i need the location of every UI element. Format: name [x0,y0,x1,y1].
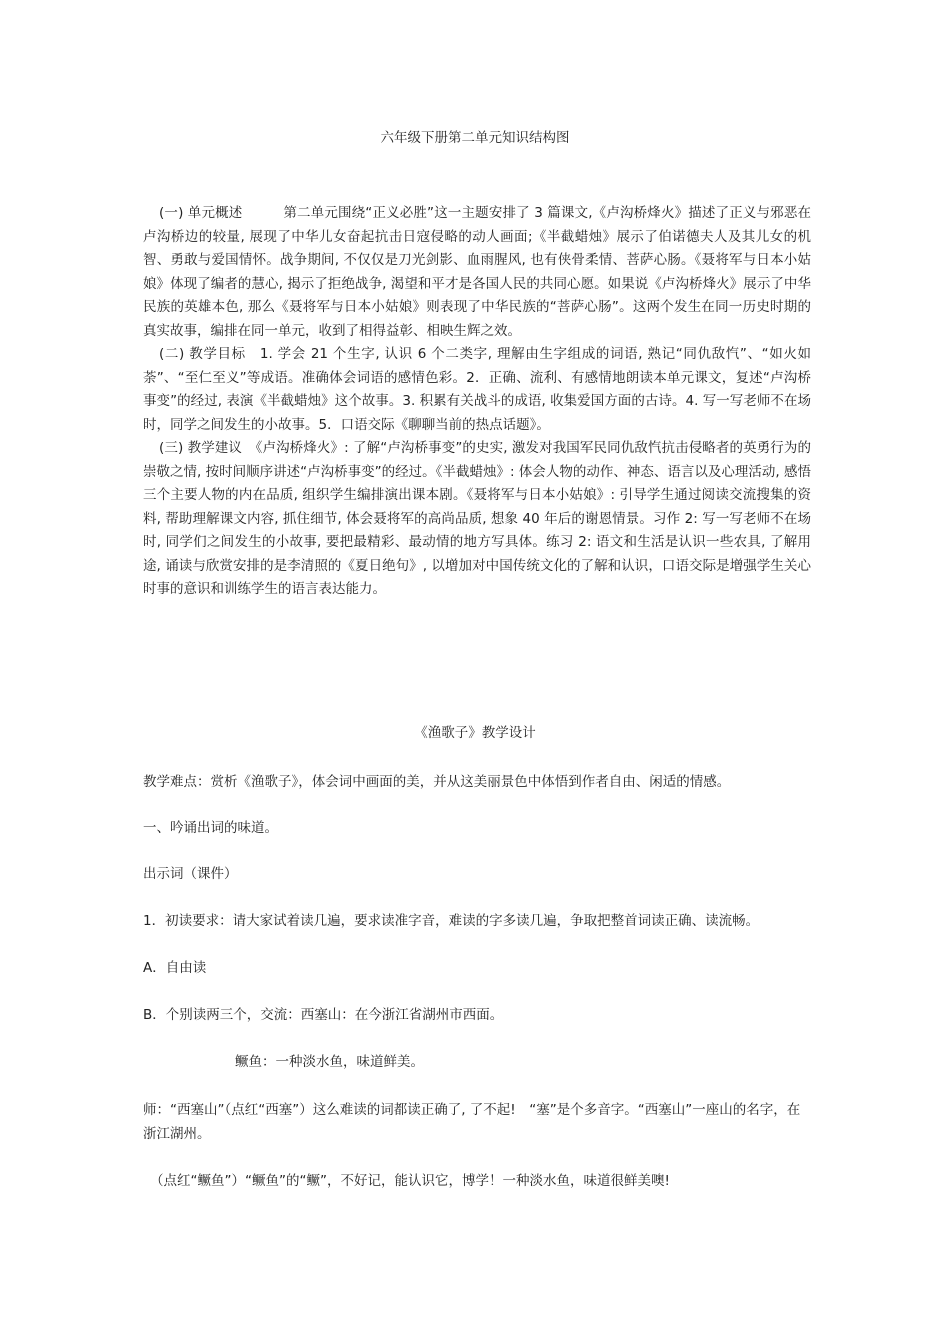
show-poem-line: 出示词（课件） [143,866,238,882]
goals-paragraph: (二) 教学目标 1. 学会 21 个生字, 认识 6 个二类字, 理解由生字组成的词语, 熟记“同仇敌忾”、“如火如荼”、“至仁至义”等成语。准确体会词语的感情色彩。2．正确、流利、有感情地朗读本单元课文，复述“卢沟桥事变”的经过, 表演《半截蜡烛》这个故事。3. 积累有关战斗的成语, 收集爱国方面的古诗。4. 写一写老师不在场时，同学之间发生的小故事。5．口语交际《聊聊当前的热点话题》。 [143,346,811,433]
reading-requirement: 1．初读要求：请大家试着读几遍，要求读准字音，难读的字多读几遍，争取把整首词读正确、读流畅。 [143,913,760,929]
lesson-title: 《渔歌子》教学设计 [414,725,536,741]
unit-title: 六年级下册第二单元知识结构图 [380,130,570,146]
step-a: A．自由读 [143,960,207,976]
gui-fish-note: 鳜鱼：一种淡水鱼，味道鲜美。 [235,1054,424,1070]
highlight-comment: （点红“鳜鱼”）“鳜鱼”的“鳜”，不好记，能认识它，博学！一种淡水鱼，味道很鲜美噢! [150,1173,670,1189]
teacher-comment: 师：“西塞山”（点红“西塞”）这么难读的词都读正确了, 了不起! “塞”是个多音字。“西塞山”一座山的名字，在浙江湖州。 [143,1102,801,1142]
overview-paragraph: (一) 单元概述 第二单元围绕“正义必胜”这一主题安排了 3 篇课文,《卢沟桥烽火》描述了正义与邪恶在卢沟桥边的较量, 展现了中华儿女奋起抗击日寇侵略的动人画面;《半截蜡烛》展示了伯诺德夫人及其儿女的机智、勇敢与爱国情怀。战争期间, 不仅仅是刀光剑影、血雨腥风, 也有侠骨柔情、菩萨心肠。《聂将军与日本小姑娘》体现了编者的慧心, 揭示了拒绝战争, 渴望和平才是各国人民的共同心愿。如果说《卢沟桥烽火》展示了中华民族的英雄本色, 那么《聂将军与日本小姑娘》则表现了中华民族的“菩萨心肠”。这两个发生在同一历史时期的真实故事，编排在同一单元，收到了相得益彰、相映生辉之效。 [143,205,811,339]
teaching-difficulty: 教学难点：赏析《渔歌子》，体会词中画面的美，并从这美丽景色中体悟到作者自由、闲适的情感。 [143,774,731,790]
step-b: B．个别读两三个，交流：西塞山：在今浙江省湖州市西面。 [143,1007,504,1023]
part-one-heading: 一、吟诵出词的味道。 [143,820,278,836]
suggestions-paragraph: (三) 教学建议 《卢沟桥烽火》: 了解“卢沟桥事变”的史实, 激发对我国军民同仇敌忾抗击侵略者的英勇行为的崇敬之情, 按时间顺序讲述“卢沟桥事变”的经过。《半截蜡烛》: 体会人物的动作、神态、语言以及心理活动, 感悟三个主要人物的内在品质, 组织学生编排演出课本剧。《聂将军与日本小姑娘》: 引导学生通过阅读交流搜集的资料, 帮助理解课文内容, 抓住细节, 体会聂将军的高尚品质, 想象 40 年后的谢恩情景。习作 2: 写一写老师不在场时, 同学们之间发生的小故事, 要把最精彩、最动情的地方写具体。练习 2: 语文和生活是认识一些农具, 了解用途, 诵读与欣赏安排的是李清照的《夏日绝句》, 以增加对中国传统文化的了解和认识，口语交际是增强学生关心时事的意识和训练学生的语言表达能力。 [143,440,811,597]
unit-overview-section [143,202,811,602]
